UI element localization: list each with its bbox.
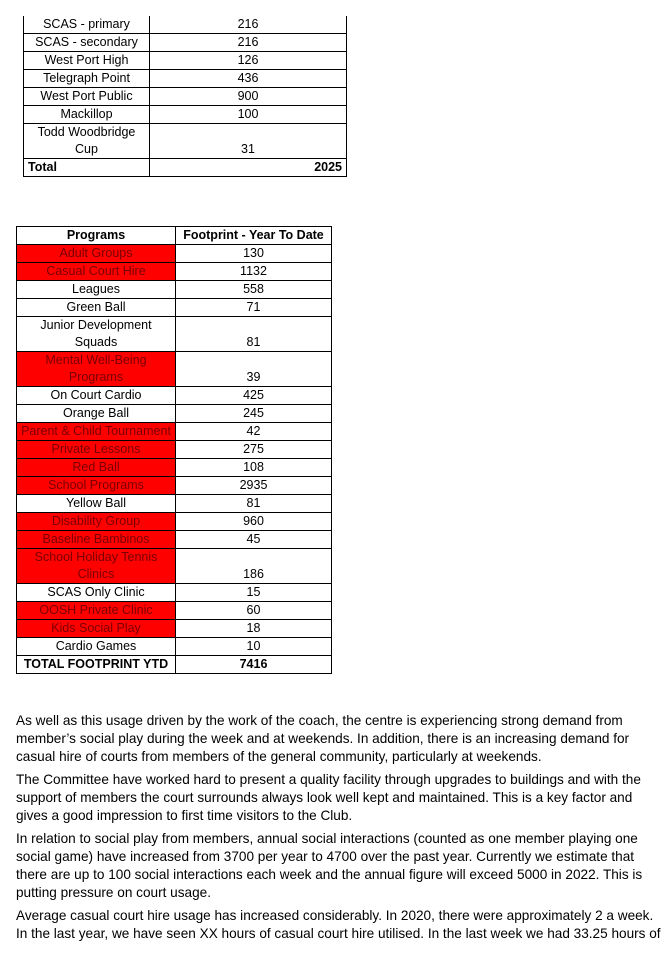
programs-table-row [17,620,332,638]
programs-table-row [17,299,332,317]
program-name-cell: Green Ball [17,299,176,317]
schools-table-body [24,16,347,177]
program-name-cell: Yellow Ball [17,495,176,513]
program-footprint-cell: 45 [176,531,332,549]
schools-table-row [24,124,347,159]
program-footprint-cell: 39 [176,352,332,387]
program-footprint-cell: 130 [176,245,332,263]
paragraph-demand: As well as this usage driven by the work of the coach, the centre is experiencing strong demand from member’s social play during the week and at weekends. In addition, there is an increasing demand for casual hire of courts from members of the general community, particularly at weekends. [16,713,630,764]
programs-table-row [17,423,332,441]
programs-header-name: Programs [17,227,176,245]
program-footprint-cell: 71 [176,299,332,317]
program-name-cell: Disability Group [17,513,176,531]
programs-header-footprint: Footprint - Year To Date [176,227,332,245]
programs-table [16,226,332,674]
programs-header-row [17,227,332,245]
programs-table-row [17,281,332,299]
programs-table-row [17,245,332,263]
schools-table-row [24,70,347,88]
program-name-cell: School Programs [17,477,176,495]
programs-table-row [17,317,332,352]
school-value-cell: 31 [150,124,347,159]
school-name-cell: Mackillop [24,106,150,124]
school-value-cell: 126 [150,52,347,70]
program-name-cell: OOSH Private Clinic [17,602,176,620]
programs-table-row [17,352,332,387]
program-footprint-cell: 960 [176,513,332,531]
program-name-cell: Leagues [17,281,176,299]
paragraph-social-play: In relation to social play from members, annual social interactions (counted as one member playing one social game) have increased from 3700 per year to 4700 over the past year. Currently we estimate that there are up to 100 social interactions each week and the annual figure will exceed 5000 in 2022. This is putting pressure on court usage. [16,831,643,900]
program-footprint-cell: 10 [176,638,332,656]
program-footprint-cell: 275 [176,441,332,459]
school-name-cell: SCAS - secondary [24,34,150,52]
school-name-cell: West Port High [24,52,150,70]
program-name-cell: School Holiday Tennis Clinics [17,549,176,584]
program-footprint-cell: 81 [176,317,332,352]
schools-total-label: Total [24,159,150,177]
program-footprint-cell: 2935 [176,477,332,495]
programs-table-row [17,531,332,549]
programs-table-row [17,477,332,495]
program-footprint-cell: 60 [176,602,332,620]
school-value-cell: 436 [150,70,347,88]
schools-table-row [24,52,347,70]
programs-table-row [17,459,332,477]
program-name-cell: Casual Court Hire [17,263,176,281]
schools-table-row [24,88,347,106]
paragraph-committee: The Committee have worked hard to present a quality facility through upgrades to buildings and with the support of members the court surrounds always look well kept and maintained. This is a key factor and gives a good impression to first time visitors to the Club. [16,772,641,823]
schools-table-row [24,34,347,52]
program-footprint-cell: 81 [176,495,332,513]
program-footprint-cell: 18 [176,620,332,638]
program-name-cell: Parent & Child Tournament [17,423,176,441]
programs-table-row [17,263,332,281]
programs-total-label: TOTAL FOOTPRINT YTD [17,656,176,674]
school-name-cell: West Port Public [24,88,150,106]
program-name-cell: Orange Ball [17,405,176,423]
program-footprint-cell: 42 [176,423,332,441]
schools-table [23,16,347,177]
school-name-cell: Todd Woodbridge Cup [24,124,150,159]
program-footprint-cell: 558 [176,281,332,299]
program-footprint-cell: 1132 [176,263,332,281]
programs-table-row [17,602,332,620]
programs-table-body [17,227,332,674]
programs-table-row [17,387,332,405]
program-name-cell: Mental Well-Being Programs [17,352,176,387]
school-name-cell: SCAS - primary [24,16,150,34]
paragraph-casual-hire: Average casual court hire usage has increased considerably. In 2020, there were approximately 2 a week. In the last year, we have seen XX hours of casual court hire utilised. In the last week we had 33.25 hours of [16,908,661,941]
program-name-cell: Cardio Games [17,638,176,656]
program-name-cell: SCAS Only Clinic [17,584,176,602]
program-footprint-cell: 425 [176,387,332,405]
programs-table-row [17,638,332,656]
program-name-cell: Kids Social Play [17,620,176,638]
program-footprint-cell: 15 [176,584,332,602]
programs-table-row [17,405,332,423]
school-value-cell: 216 [150,16,347,34]
program-name-cell: Red Ball [17,459,176,477]
school-value-cell: 100 [150,106,347,124]
schools-table-row [24,16,347,34]
programs-total-row [17,656,332,674]
programs-total-value: 7416 [176,656,332,674]
schools-table-row [24,106,347,124]
programs-table-row [17,441,332,459]
program-footprint-cell: 186 [176,549,332,584]
program-name-cell: On Court Cardio [17,387,176,405]
program-footprint-cell: 245 [176,405,332,423]
school-name-cell: Telegraph Point [24,70,150,88]
program-name-cell: Baseline Bambinos [17,531,176,549]
school-value-cell: 216 [150,34,347,52]
schools-total-value: 2025 [150,159,347,177]
school-value-cell: 900 [150,88,347,106]
program-footprint-cell: 108 [176,459,332,477]
programs-table-row [17,584,332,602]
programs-table-row [17,549,332,584]
schools-total-row [24,159,347,177]
program-name-cell: Adult Groups [17,245,176,263]
programs-table-row [17,495,332,513]
programs-table-row [17,513,332,531]
program-name-cell: Private Lessons [17,441,176,459]
program-name-cell: Junior Development Squads [17,317,176,352]
